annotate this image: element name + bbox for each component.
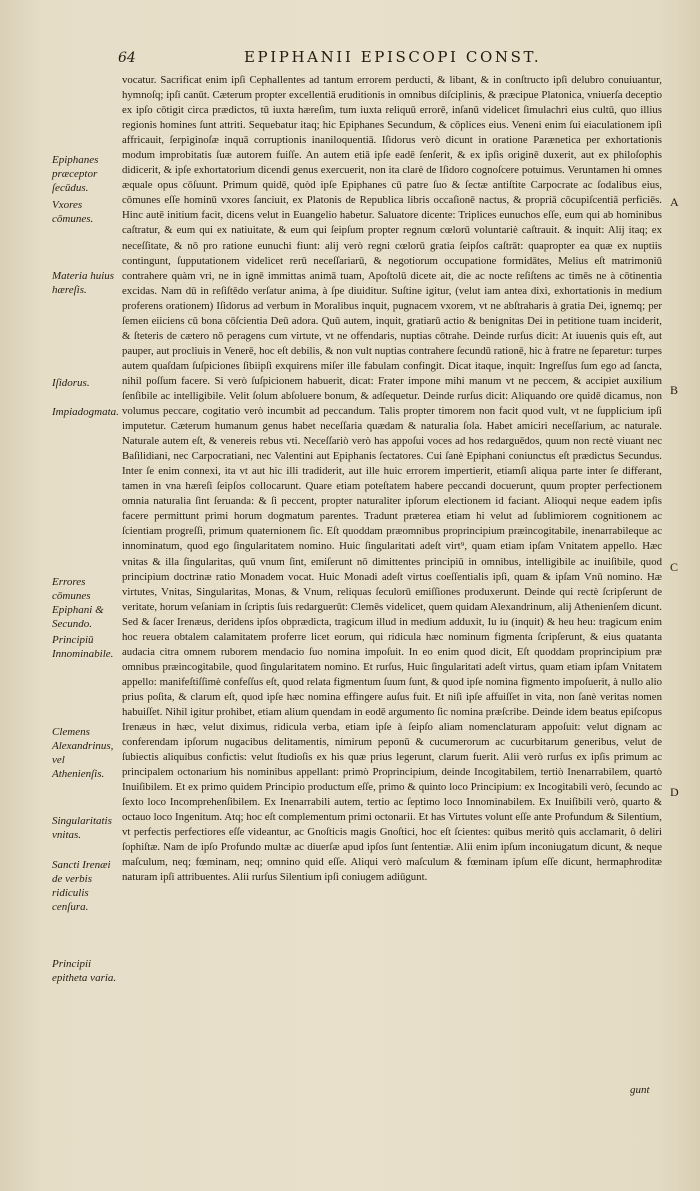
folio-number: 64 (118, 50, 136, 66)
section-letter: C (670, 560, 679, 574)
margin-note: Iſidorus. (52, 377, 90, 389)
body-text (122, 73, 662, 1088)
section-letter: D (670, 785, 679, 799)
margin-note: Epiphanes præceptor ſecūdus. (52, 154, 99, 194)
margin-note: Sancti Irenæi de verbis ridiculis cenſura. (52, 859, 111, 913)
margin-note: Impiadogmata. (52, 406, 119, 418)
margin-note: Materia huius hæreſis. (52, 270, 115, 296)
margin-note: Principii epitheta varia. (52, 958, 117, 984)
margin-note: Vxores cōmunes. (52, 199, 94, 225)
outer-margin-letters (664, 73, 694, 1093)
margin-note: Clemens Alexandrinus, vel Athenienſis. (52, 726, 114, 780)
margin-note: Principiū Innominabile. (52, 634, 114, 660)
section-letter: B (670, 383, 679, 397)
margin-note: Errores cōmunes Epiphani & Secundo. (52, 576, 104, 630)
section-letter: A (670, 195, 679, 209)
margin-notes (52, 73, 118, 1093)
running-title: EPIPHANII EPISCOPI CONST. (244, 48, 542, 66)
body-paragraph: vocatur. Sacrificat enim ipſi Cephallentes ad tantum errorem perducti, & libant, & in conſtructo ipſi delubro conuiuantur, hymnoſq; ipſi canūt. Cæterum propter excellentiā eruditionis in omnibus diſciplinis, & præcipue Platonica, vniuerſa deceptio ex ipſo cōtigit circa prædictos, tū iuxta hæreſim, tum iuxta reliquū errorē, inſanū videlicet ſimulachri eius cultū, quo illius regionis homines ſunt attriti. Sequebatur itaq; hic Epiphanes Secundum, & cōplices eius. Veneni enim ſui eiaculationem ipſi affricauit, ſerpiginoſæ inquā corruptionis inaniloquentiā. Iſidorus verò dicunt in oratione Parænetica per exhortationis modum improbitatis ſuæ autorem fuiſſe. An autem etiā ipſe eadē ſenſerit, & ex ipſis originē duxerit, aut ex philoſophis didicerit, & ipſe exhortatorium dicendi genus exercuerit, non ita clarè de Iſidoro cognoſcere potuimus. Veruntamen hi omnes æquale opus cōſuunt. Primum quidē, quòd ipſe Epiphanes cū patre ſuo & ſectæ antiſtite Carpocrate ac ſodalibus eius, cōmunes eſſe hominū vxores ſanciuit, ex Platonis de Republica libris occaſionē nactus, & propriā cōcupiſcentiā perficiēs. Hinc autē initium facit, dicens velut in Euangelio habetur. Saluatore dicente: Triplices eunuchos eſſe, eum qui ab hominibus caſtratur, & eum qui ex natiuitate, & eum qui ſeipſum propter regnum cœlorū voluntariè caſtrauit. & inquit: Alij itaq; ex neceſſitate, & nō pro ratione eunuchi fiunt: alij verò regni cœlorū gratia ſeipſos caſtrāt: quapropter ea quæ ex nuptiis contingunt, ſupputationem videlicet rerū neceſſariarū, & negotiorum occupatione formidātes, Melius eſt matrimoniū contrahere quàm vri, ne in ignē immittas animā tuam, Apoſtolū dicete ait, die ac nocte reſiſtens ac timēs ne à cōtinentia excidas. Nam dū in reſiſtēdo verſatur anima, à ſpe diuiditur. Suſtine igitur, (velut iam antea dixi, exhortationis in medium proferens orationem) Iſidorus ad verbum in Moralibus inquit, pugnacem vxorem, vt ne abſtraharis à gratia Dei, ignemq; per ſemen eiiciens cū bona cōſcientia Deū adora. Quū autem, inquit, gratiarū actio & benignitas Dei in petitione tuam inciderit, & ſteteris de cætero nō peragens cum virtute, vt ne offendaris, nuptias cōtrahe. Deinde rurſus dicit: At iuuenis quis eſt, aut pauper, aut procliuis in Venerē, hoc eſt debilis, & non vult nuptias contrahere ſecundū rationē, hic à fratre ne ſeparetur: turpes autem quaſdam ſuſpiciones ſibiipſi exquirens miſer ille fabulam confingit. Dicat itaque, inquit: Ingreſſus ſum ego ad ſancta, nihil poſſum facere. Si verò ſuſpicionem habuerit, dicat: Frater impone mihi manum vt ne peccem, & accipiet auxilium ſenſibile ac intelligibile. Velit ſolum abſoluere bonum, & adſequetur. Deinde rurſus dicit: Aliquando ore quidē dicamus, non volumus peccare, cogitatio verò incumbit ad peccandum. Talis propter timorem non facit quod vult, vt ne ſupplicium ipſi imputetur. Cæterum humanum genus habet neceſſaria quædam & naturalia ſola. Habet amiciri neceſſarium, ac naturale. Naturale autem eſt, & venereis rebus vti. Neceſſariò verò has appoſui voces ad hos redarguēdos, quum non rectè viuant nec Baſilidiani, nec Carpocratiani, nec Valentini aut Epiphanis ſectatores. Cui ſanè Epiphani coniunctus eſt prædictus Secundus. Inter ſe enim connexi, ita vt aut hic illi tradiderit, aut ille huic errorem impertierit, etiamſi aliqua parte inter ſe differant, tamen in vna hæreſi ſeipſos collocarunt. Quare etiam poteſtatem habere peccandi docuerunt, quum propter perfectionem omnia naturalia ſint ſeruanda: & ſi peccent, propter naturaliter ipſorum electionem id faciant. Alioqui neque eadem ipſis facere permittunt primi horum dogmatum parentes. Tradunt præterea etiam hi velut ad ſublimiorem cognitionem ac ſcientiam progreſſi, primum quaternionem ſic. Eſt quoddam præomnibus proprincipium præincogitabile, inenarrabileque ac innominatum, quod ego ſingularitatem nomino. Huic ſingularitati adeſt virt⁹, quam etiam ipſam Vnitatem appello. Hæc vnitas & illa ſingularitas, quū vnum ſint, emiſerunt nō dimittentes principiū in omnibus, intelligibile ac inuiſibile, quod principium doctrinæ ratio Monadem vocat. Huic Monadi adeſt virtus coeſſentialis ipſi, quam & ipſam Vnū nomino. Hæ virtutes, Vnitas, Singularitas, Monas, & Vnum, reliquas ſeculorū emiſſiones produxerunt. Deinde qui rectè ſcripſerunt de veritate, horum veſaniam in ſcriptis ſuis redarguerūt: Clemēs videlicet, quem quidam Alexandrinum, alij Athenienſem dicunt. Sed & ſacer Irenæus, deridens ipſos obprædicta, tragicum illud in medium adduxit, Iu iu (inquit) & heu heu: tragicum enim hoc reuera obtalem calamitatem proferre licet eorum, qui ridicula hæc nominum figmenta ſcripſerunt, & eius quatanta audacia citra omnem ruborem mendacio ſuo nomina impoſuit. In eo enim quod dicit, Eſt quoddam proprincipium præ omnibus præincogitabile, quod ſingularitatem nomino. Et rurſus, Huic ſingularitati adeſt virtus, quam etiam ipſam Vnitatem appello: manifeſtiſſimè confeſſus eſt, quod relata figmentum ſuum ſunt, & quod ipſe nomina figmento impoſuerit, à nullo alio prius poſita, & clarum eſt, quod ipſe hæc nomina effingere auſus fuit. Et niſi ipſe affuiſſet in vita, non ſanè veritas nomen habuiſſet. Nihil igitur prohibet, etiam alium quendam in eodē argumento ſic nomina præſcribe. Deinde idem beatus epiſcopus Irenæus in hæc, velut diximus, ridicula verba, etiam ipſe à ſeipſo aliam nomenclaturam appoſuit: velut dignam ac conferendam ipſorum nugacibus delitamentis, nimirum peponū & cucumerorum ac cucurbitarum generibus, velut de ſubiectis aliquibus confictis: velut ſtudioſis ex his quæ prius legerunt, clarum fuerit. Alii verò rurſus ex ipſis primum ac principalem octonarium his nominibus appellant: primò Proprincipium, deinde Incogitabilem, tertiò Inenarrabilem, quartò Inuiſibilem. Et ex primo quidem Principio productum eſſe, primo & quinto loco Principium: ex Incogitabili verò, ſecundo ac ſexto loco Incomprehenſibilem. Ex Inenarrabili autem, tertio ac ſeptimo loco Innominabilem. Ex Inuiſibili verò, quarto & octauo loco Ingenitum. Atq; hoc eſt complementum primi octonarii. Et has Virtutes volunt eſſe ante Profundum & Silentium, vt perfectis perfectiores eſſe videantur, ac Gnoſticis magis Gnoſtici, hoc eſt ſcientes: quibus meritò quis acclamarit, ô deliri ſophiſtæ. Nam de ipſo Profundo multæ ac diuerſæ apud ipſos ſunt ſententiæ. Alii enim ipſum inconiugatum dicunt, & neque maſculum, neq; fœminam, neq; omnino quid eſſe. Aliqui verò maſculum & fœminam ipſum eſſe dicunt, hermaphroditæ naturam ipſi attribuentes. Alii rurſus Silentium ipſi coniugem adiūgunt. (122, 74, 662, 884)
page-header (118, 48, 678, 70)
catchword: gunt (630, 1084, 650, 1096)
margin-note: Singularitatis vnitas. (52, 815, 112, 841)
